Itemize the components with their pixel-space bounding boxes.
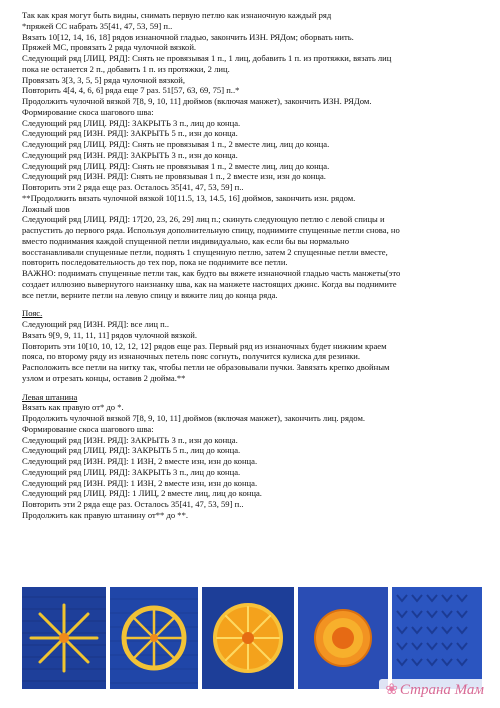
- text-line: Следующий ряд [ЛИЦ. РЯД]: 1 ЛИЦ, 2 вместе лиц, лиц до конца.: [22, 488, 262, 499]
- text-line: Следующий ряд [ЛИЦ. РЯД]: ЗАКРЫТЬ 3 п., лиц до конца.: [22, 466, 241, 477]
- photo-2: [110, 587, 198, 689]
- left-leg-instructions: [22, 402, 482, 520]
- text-line: Вязать как правую от* до *.: [22, 402, 124, 413]
- text-line: пояса, по второму ряду из изнаночных петель пояс согнуть, получится кулиска для резинки.: [22, 351, 361, 362]
- text-line: Повторить эти 2 ряда еще раз. Осталось 35[41, 47, 53, 59] п..: [22, 499, 244, 509]
- text-line: вместо поднимания каждой спущенной петли индивидуально, как если бы вы нормально: [22, 235, 350, 246]
- text-line: Следующий ряд [ИЗН. РЯД]: все лиц п..: [22, 319, 170, 329]
- watermark: [379, 679, 490, 700]
- text-line: восстанавливали спущенные петли, поднять 1 спущенную петлю, затем 2 спущенные петли вместе,: [22, 246, 388, 257]
- belt-instructions: [22, 319, 482, 384]
- text-line: распустить до первого ряда. Используя дополнительную спицу, поднимите спущенные петли снова, но: [22, 225, 400, 235]
- text-line: Вязать 9[9, 9, 11, 11, 11] рядов чулочной вязкой.: [22, 329, 198, 340]
- text-line: *пряжей СС набрать 35[41, 47, 53, 59] п..: [22, 20, 173, 31]
- text-line: Следующий ряд [ЛИЦ. РЯД]: 17[20, 23, 26, 29] лиц п.; скинуть следующую петлю с левой спицы и: [22, 214, 385, 225]
- text-line: Следующий ряд [ИЗН. РЯД]: ЗАКРЫТЬ 3 п., изн до конца.: [22, 149, 238, 160]
- belt-heading: Пояс.: [22, 308, 43, 319]
- text-line: Следующий ряд [ЛИЦ. РЯД]: Снять не провязывая 1 п., 2 вместе лиц, лиц до конца.: [22, 139, 330, 149]
- text-line: Повторить эти 10[10, 10, 12, 12, 12] рядов еще раз. Первый ряд из изнаночных будет нижним краем: [22, 340, 387, 351]
- text-line: Следующий ряд [ИЗН. РЯД]: ЗАКРЫТЬ 5 п., изн до конца.: [22, 128, 238, 139]
- embroidered-flower-4: [298, 587, 388, 689]
- text-line: ВАЖНО: поднимать спущенные петли так, как будто вы вяжете изнаночной гладью часть манжеты(это: [22, 268, 401, 278]
- text-line: **Продолжить вязать чулочной вязкой 10[11.5, 13, 14.5, 16] дюймов, закончить изн. рядом.: [22, 192, 356, 203]
- document-body: [22, 10, 482, 521]
- text-line: все петли, верните петли на левую спицу и вяжите лиц до конца ряда.: [22, 289, 278, 300]
- photo-4: [298, 587, 388, 689]
- knit-texture: [392, 587, 482, 689]
- text-line: Продолжить чулочной вязкой 7[8, 9, 10, 11] дюймов (включая манжет), закончить лиц. рядом.: [22, 413, 366, 423]
- text-line: Следующий ряд [ЛИЦ. РЯД]: Снять не провязывая 1 п., 1 лиц, добавить 1 п. из протяжки, вязать лиц: [22, 53, 392, 63]
- text-line: Следующий ряд [ИЗН. РЯД]: 1 ИЗН, 2 вместе изн, изн до конца.: [22, 456, 258, 466]
- text-line: создает иллюзию вывернутого наизнанку шва, как на манжете настоящих джинс. Когда вы поднимите: [22, 278, 397, 289]
- text-line: Провязать 3[3, 3, 5, 5] ряда чулочной вязкой,: [22, 74, 185, 85]
- text-line: Следующий ряд [ИЗН. РЯД]: Снять не провязывая 1 п., 2 вместе изн, изн до конца.: [22, 171, 326, 182]
- text-line: Повторить 4[4, 4, 6, 6] ряда еще 7 раз. 51[57, 63, 69, 75] п..*: [22, 85, 240, 96]
- photo-1: [22, 587, 106, 689]
- instructions-main: [22, 10, 482, 300]
- text-line: узлом и отрезать концы, оставив 2 дюйма.**: [22, 372, 186, 383]
- embroidered-flower-2: [110, 587, 198, 689]
- text-line: Продолжить как правую штанину от** до **.: [22, 509, 189, 520]
- text-line: Так как края могут быть видны, снимать первую петлю как изнаночную каждый ряд: [22, 10, 332, 20]
- photo-3: [202, 587, 294, 689]
- text-line: Ложный шов: [22, 203, 70, 214]
- text-line: Пряжей МС, провязать 2 ряда чулочной вязкой.: [22, 42, 197, 53]
- left-leg-heading: Левая штанина: [22, 391, 78, 402]
- embroidery-photo-strip: [22, 587, 482, 689]
- text-line: Следующий ряд [ИЗН. РЯД]: 1 ИЗН, 2 вместе изн, изн до конца.: [22, 477, 258, 488]
- text-line: Вязать 10[12, 14, 16, 18] рядов изнаночной гладью, закончить ИЗН. РЯДом; оборвать нить.: [22, 31, 354, 42]
- text-line: пока не останется 2 п., добавить 1 п. из протяжки, 2 лиц.: [22, 63, 230, 74]
- embroidered-flower-1: [22, 587, 106, 689]
- watermark-text: Страна Мам: [399, 682, 484, 698]
- embroidered-flower-3: [202, 587, 294, 689]
- text-line: Следующий ряд [ЛИЦ. РЯД]: ЗАКРЫТЬ 5 п., лиц до конца.: [22, 445, 241, 456]
- text-line: Следующий ряд [ЛИЦ. РЯД]: ЗАКРЫТЬ 3 п., лиц до конца.: [22, 117, 241, 128]
- text-line: повторить последовательность до тех пор, пока не поднимите все петли.: [22, 257, 288, 268]
- text-line: Следующий ряд [ЛИЦ. РЯД]: Снять не провязывая 1 п., 2 вместе лиц, лиц до конца.: [22, 160, 330, 171]
- flower-icon: ❀: [385, 682, 398, 698]
- text-line: Продолжить чулочной вязкой 7[8, 9, 10, 11] дюймов (включая манжет), закончить ИЗН. РЯДом.: [22, 96, 372, 106]
- text-line: Расположить все петли на нитку так, чтобы петли не образовывали пучки. Завязать крепко двойным: [22, 362, 390, 372]
- text-line: Формирование скоса шагового шва:: [22, 423, 154, 434]
- text-line: Повторить эти 2 ряда еще раз. Осталось 35[41, 47, 53, 59] п..: [22, 182, 244, 192]
- text-line: Следующий ряд [ИЗН. РЯД]: ЗАКРЫТЬ 3 п., изн до конца.: [22, 434, 238, 445]
- photo-5: [392, 587, 482, 689]
- text-line: Формирование скоса шагового шва:: [22, 106, 154, 117]
